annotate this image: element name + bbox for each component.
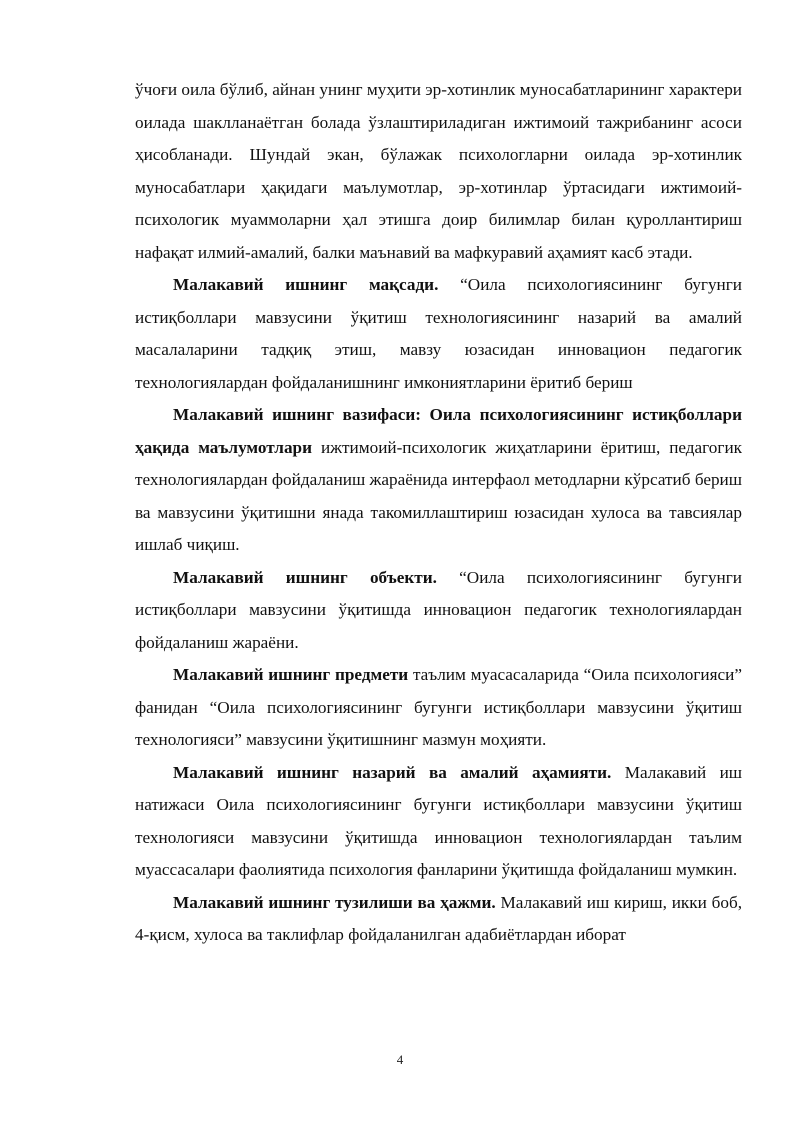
body-text: [135, 74, 742, 952]
paragraph-goal: [135, 269, 742, 399]
paragraph-subject: [135, 659, 742, 757]
paragraph-text: “Оила психологиясининг бугунги истиқболлари мавзусини ўқитишда инновацион педагогик технологиялардан фойдаланиш жараёни.: [135, 567, 742, 652]
paragraph-text: Малакавий иш натижаси Оила психологиясининг бугунги истиқболлари мавзусини ўқитиш технологияси мавзусини ўқитишда инновацион технологиялардан таълим муассасалари фаолиятида психология фанларини ўқитишда фойдаланиш мумкин.: [135, 762, 743, 879]
paragraph-text: ижтимоий-психологик жиҳатларини ёритиш, педагогик технологиялардан фойдаланиш жараёнида интерфаол методларни кўрсатиб бериш ва мавзусини ўқитишни янада такомиллаштириш юзасидан хулоса ва тавсиялар ишлаб чиқиш.: [135, 437, 742, 554]
paragraph-heading: Малакавий ишнинг вазифаси: Оила психологиясининг истиқболлари ҳақида маълумотлари: [135, 405, 742, 457]
paragraph-heading: Малакавий ишнинг тузилиши ва ҳажми.: [173, 892, 496, 912]
paragraph-text: ўчоғи оила бўлиб, айнан унинг муҳити эр-хотинлик муносабатларининг характери оилада шаклланаётган болада ўзлаштириладиган ижтимоий тажрибанинг асоси ҳисобланади. Шундай экан, бўлажак психологларни оилада эр-хотинлик муносабатлари ҳақидаги маълумотлар, эр-хотинлар ўртасидаги ижтимоий-психологик муаммоларни ҳал этишга доир билимлар билан қуроллантириш нафақат илмий-амалий, балки маънавий ва мафкуравий аҳамият касб этади.: [135, 80, 742, 262]
page-number: 4: [396, 1052, 404, 1067]
paragraph-heading: Малакавий ишнинг предмети: [173, 665, 409, 684]
paragraph-object: [135, 562, 742, 660]
paragraph-tasks: [135, 399, 742, 562]
paragraph-heading: Малакавий ишнинг назарий ва амалий аҳамияти.: [173, 762, 612, 782]
paragraph-text: таълим муасасаларида “Оила психологияси” фанидан “Оила психологиясининг бугунги истиқболлари мавзусини ўқитиш технологияси” мавзусини ўқитишнинг мазмун моҳияти.: [135, 665, 742, 749]
paragraph-structure: [135, 887, 742, 952]
paragraph-text: Малакавий иш кириш, икки боб, 4-қисм, хулоса ва таклифлар фойдаланилган адабиётлардан иборат: [135, 892, 743, 944]
paragraph-heading: Малакавий ишнинг мақсади.: [173, 275, 439, 294]
paragraph-text: “Оила психологиясининг бугунги истиқболлари мавзусини ўқитиш технологиясининг назарий ва амалий масалаларини тадқиқ этиш, мавзу юзасидан инновацион педагогик технологиялардан фойдаланишнинг имкониятларини ёритиб бериш: [135, 275, 743, 392]
paragraph-heading: Малакавий ишнинг объекти.: [173, 567, 437, 587]
paragraph-intro: [135, 74, 742, 269]
paragraph-significance: [135, 757, 742, 887]
